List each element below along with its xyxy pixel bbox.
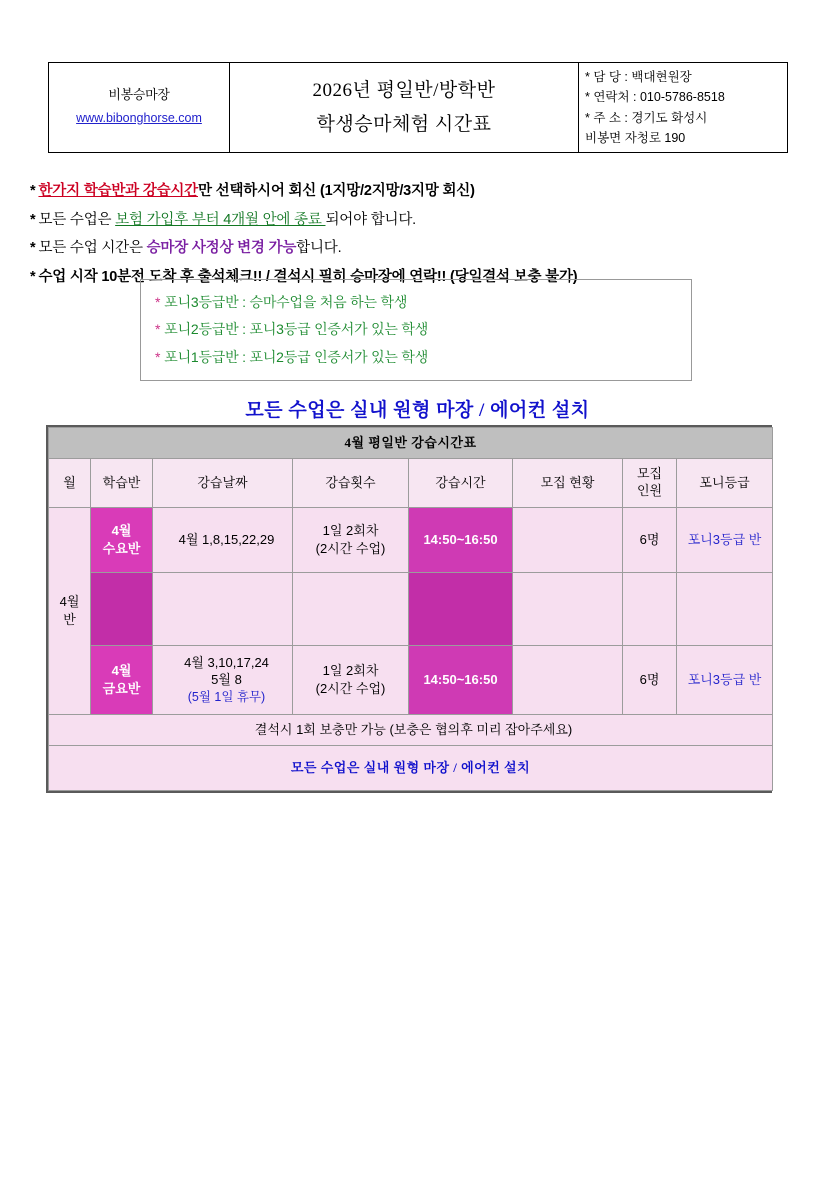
- pony-grade-item: [155, 316, 691, 343]
- notice-text: 합니다.: [296, 240, 342, 257]
- schedule-table: [48, 427, 773, 791]
- document-title-line1: 2026년 평일반/방학반: [312, 80, 496, 102]
- schedule-table-wrapper: [46, 425, 772, 793]
- class-dates-line2: 5월 8: [211, 672, 242, 688]
- class-dates-cell: [153, 572, 293, 645]
- class-name-cell: [91, 645, 153, 714]
- notice-item: [30, 239, 810, 259]
- schedule-title: 4월 평일반 강습시간표: [49, 428, 773, 459]
- bullet-star-icon: *: [30, 183, 36, 199]
- class-dates-cell: [153, 645, 293, 714]
- contact-address-line1: * 주 소 : 경기도 화성시: [585, 110, 708, 125]
- notice-highlight: 보험 가입후 부터 4개월 안에 종료: [115, 211, 326, 228]
- header-farm-cell: [49, 63, 230, 153]
- class-name-line2: 금요반: [102, 680, 141, 696]
- bullet-star-icon: *: [155, 348, 161, 365]
- column-header-capacity-line2: 인원: [636, 482, 663, 498]
- pony-grade-cell: 포니3등급 반: [677, 645, 773, 714]
- session-count-line1: 1일 2회차: [322, 523, 379, 538]
- month-label-cell: [49, 507, 91, 714]
- class-name-line1: 4월: [111, 523, 132, 538]
- notice-text: 모든 수업은: [38, 211, 116, 228]
- session-count-cell: [293, 507, 409, 572]
- header-contact-cell: [579, 63, 788, 153]
- table-row: [49, 507, 773, 572]
- notice-text: 되어야 합니다.: [325, 211, 416, 228]
- facility-footer-note: 모든 수업은 실내 원형 마장 / 에어컨 설치: [49, 745, 773, 790]
- farm-name: 비봉승마장: [108, 86, 170, 102]
- capacity-cell: 6명: [623, 645, 677, 714]
- session-count-line2: (2시간 수업): [315, 540, 386, 556]
- session-count-line1: 1일 2회차: [322, 663, 379, 678]
- class-name-line2: 수요반: [102, 540, 141, 556]
- bullet-star-icon: *: [30, 268, 36, 285]
- facility-heading: 모든 수업은 실내 원형 마장 / 에어컨 설치: [245, 400, 590, 421]
- column-header-status: 모집 현황: [513, 458, 623, 507]
- notice-text: 만 선택하시어 회신 (1지망/2지망/3지망 회신): [198, 183, 475, 199]
- column-header-capacity-line1: 모집: [636, 466, 663, 482]
- pony-grade-text: 포니3등급반 : 승마수업을 처음 하는 학생: [164, 294, 408, 310]
- table-row: [49, 572, 773, 645]
- notice-highlight: 한가지 학습반과 강습시간: [38, 183, 198, 199]
- column-header-month: 월: [49, 458, 91, 507]
- notice-text: 모든 수업 시간은: [38, 240, 147, 257]
- column-header-sessions: 강습횟수: [293, 458, 409, 507]
- notice-text: 수업 시작 10분전 도착 후 출석체크!! / 결석시 필히 승마장에 연락!! (당일결석 보충 불가): [38, 268, 578, 285]
- bullet-star-icon: *: [30, 211, 36, 228]
- notice-highlight: 승마장 사정상 변경 가능: [146, 240, 297, 257]
- contact-phone: * 연락처 : 010-5786-8518: [585, 90, 725, 105]
- contact-address-line2: 비봉면 자청로 190: [585, 130, 686, 145]
- column-header-time: 강습시간: [409, 458, 513, 507]
- capacity-cell: 6명: [623, 507, 677, 572]
- contact-manager: * 담 당 : 백대현원장: [585, 70, 692, 84]
- class-name-line1: 4월: [111, 663, 132, 678]
- session-count-cell: [293, 572, 409, 645]
- month-label-line1: 4월: [59, 594, 80, 609]
- recruit-status-cell: [513, 645, 623, 714]
- column-header-class: 학습반: [91, 458, 153, 507]
- table-footer-row: [49, 745, 773, 790]
- pony-grade-cell: [677, 572, 773, 645]
- recruit-status-cell: [513, 507, 623, 572]
- notice-item: [30, 182, 810, 202]
- farm-website-link[interactable]: www.bibonghorse.com: [76, 110, 202, 125]
- table-row: [49, 645, 773, 714]
- header-table: [48, 62, 788, 153]
- table-footnote-row: [49, 714, 773, 745]
- class-name-cell: [91, 572, 153, 645]
- class-dates-holiday-note: (5월 1일 휴무): [187, 689, 266, 704]
- column-header-grade: 포니등급: [677, 458, 773, 507]
- class-dates-line1: 4월 3,10,17,24: [184, 654, 269, 670]
- session-count-line2: (2시간 수업): [315, 680, 386, 696]
- recruit-status-cell: [513, 572, 623, 645]
- pony-grade-box: [140, 279, 692, 381]
- makeup-policy-note: 결석시 1회 보충만 가능 (보충은 협의후 미리 잡아주세요): [49, 714, 773, 745]
- pony-grade-text: 포니1등급반 : 포니2등급 인증서가 있는 학생: [164, 348, 429, 365]
- notice-item: [30, 211, 810, 231]
- class-time-cell: [409, 572, 513, 645]
- bullet-star-icon: *: [155, 294, 161, 310]
- header-title-cell: [230, 63, 579, 153]
- session-count-cell: [293, 645, 409, 714]
- pony-grade-cell: 포니3등급 반: [677, 507, 773, 572]
- class-time-cell: 14:50~16:50: [409, 645, 513, 714]
- class-time-cell: 14:50~16:50: [409, 507, 513, 572]
- document-title-line2: 학생승마체험 시간표: [316, 113, 492, 135]
- pony-grade-item: [155, 344, 691, 371]
- capacity-cell: [623, 572, 677, 645]
- column-header-capacity: [623, 458, 677, 507]
- class-dates-cell: 4월 1,8,15,22,29: [153, 507, 293, 572]
- month-label-line2: 반: [63, 611, 76, 627]
- class-name-cell: [91, 507, 153, 572]
- pony-grade-text: 포니2등급반 : 포니3등급 인증서가 있는 학생: [164, 321, 429, 338]
- bullet-star-icon: *: [30, 240, 36, 257]
- column-header-dates: 강습날짜: [153, 458, 293, 507]
- pony-grade-item: [155, 289, 691, 316]
- bullet-star-icon: *: [155, 321, 161, 338]
